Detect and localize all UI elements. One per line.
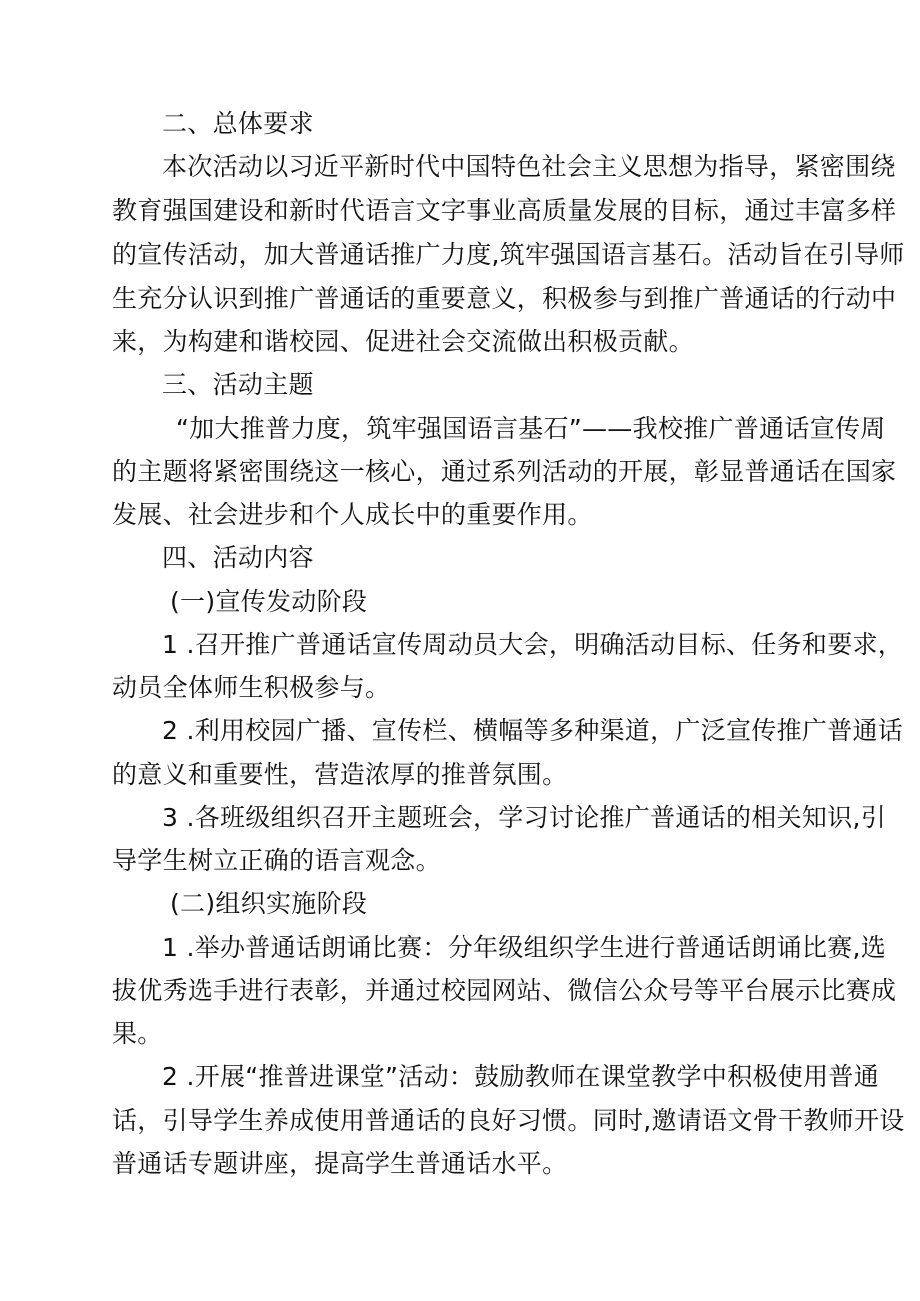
list-item-line: 3 .各班级组织召开主题班会，学习讨论推广普通话的相关知识,引 [162,803,887,832]
list-item-line: 导学生树立正确的语言观念。 [112,846,441,875]
paragraph-line: 发展、社会进步和个人成长中的重要作用。 [112,500,593,529]
section-heading-activity-theme: 三、活动主题 [162,370,314,399]
paragraph-line: 的宣传活动，加大普通话推广力度,筑牢强国语言基石。活动旨在引导师 [112,240,905,269]
paragraph-line: “加大推普力度，筑牢强国语言基石”——我校推广普通话宣传周 [176,414,886,443]
list-item-line: 果。 [112,1019,163,1048]
paragraph-line: 生充分认识到推广普通话的重要意义，积极参与到推广普通话的行动中 [112,284,897,313]
paragraph-line: 来，为构建和谐校园、促进社会交流做出积极贡献。 [112,327,694,356]
list-item-line: 2 .利用校园广播、宣传栏、横幅等多种渠道，广泛宣传推广普通话 [162,716,904,745]
section-heading-general-requirements: 二、总体要求 [162,109,314,138]
list-item-line: 动员全体师生积极参与。 [112,673,391,702]
paragraph-line: 本次活动以习近平新时代中国特色社会主义思想为指导，紧密围绕 [162,152,896,181]
list-item-line: 拔优秀选手进行表彰，并通过校园网站、微信公众号等平台展示比赛成 [112,976,897,1005]
list-item-line: 普通话专题讲座，提高学生普通话水平。 [112,1149,568,1178]
list-item-line: 1 .召开推广普通话宣传周动员大会，明确活动目标、任务和要求， [162,630,904,659]
section-heading-activity-content: 四、活动内容 [162,543,314,572]
list-item-line: 话，引导学生养成使用普通话的良好习惯。同时,邀请语文骨干教师开设 [112,1106,905,1135]
list-item-line: 1 .举办普通话朗诵比赛：分年级组织学生进行普通话朗诵比赛,选 [162,933,887,962]
paragraph-line: 教育强国建设和新时代语言文字事业高质量发展的目标，通过丰富多样 [112,196,897,225]
paragraph-line: 的主题将紧密围绕这一核心，通过系列活动的开展，彰显普通话在国家 [112,457,897,486]
subsection-heading-implementation: (二)组织实施阶段 [170,889,368,918]
list-item-line: 的意义和重要性，营造浓厚的推普氛围。 [112,760,568,789]
subsection-heading-publicity: (一)宣传发动阶段 [170,587,368,616]
list-item-line: 2 .开展“推普进课堂”活动：鼓励教师在课堂教学中积极使用普通 [162,1062,880,1091]
